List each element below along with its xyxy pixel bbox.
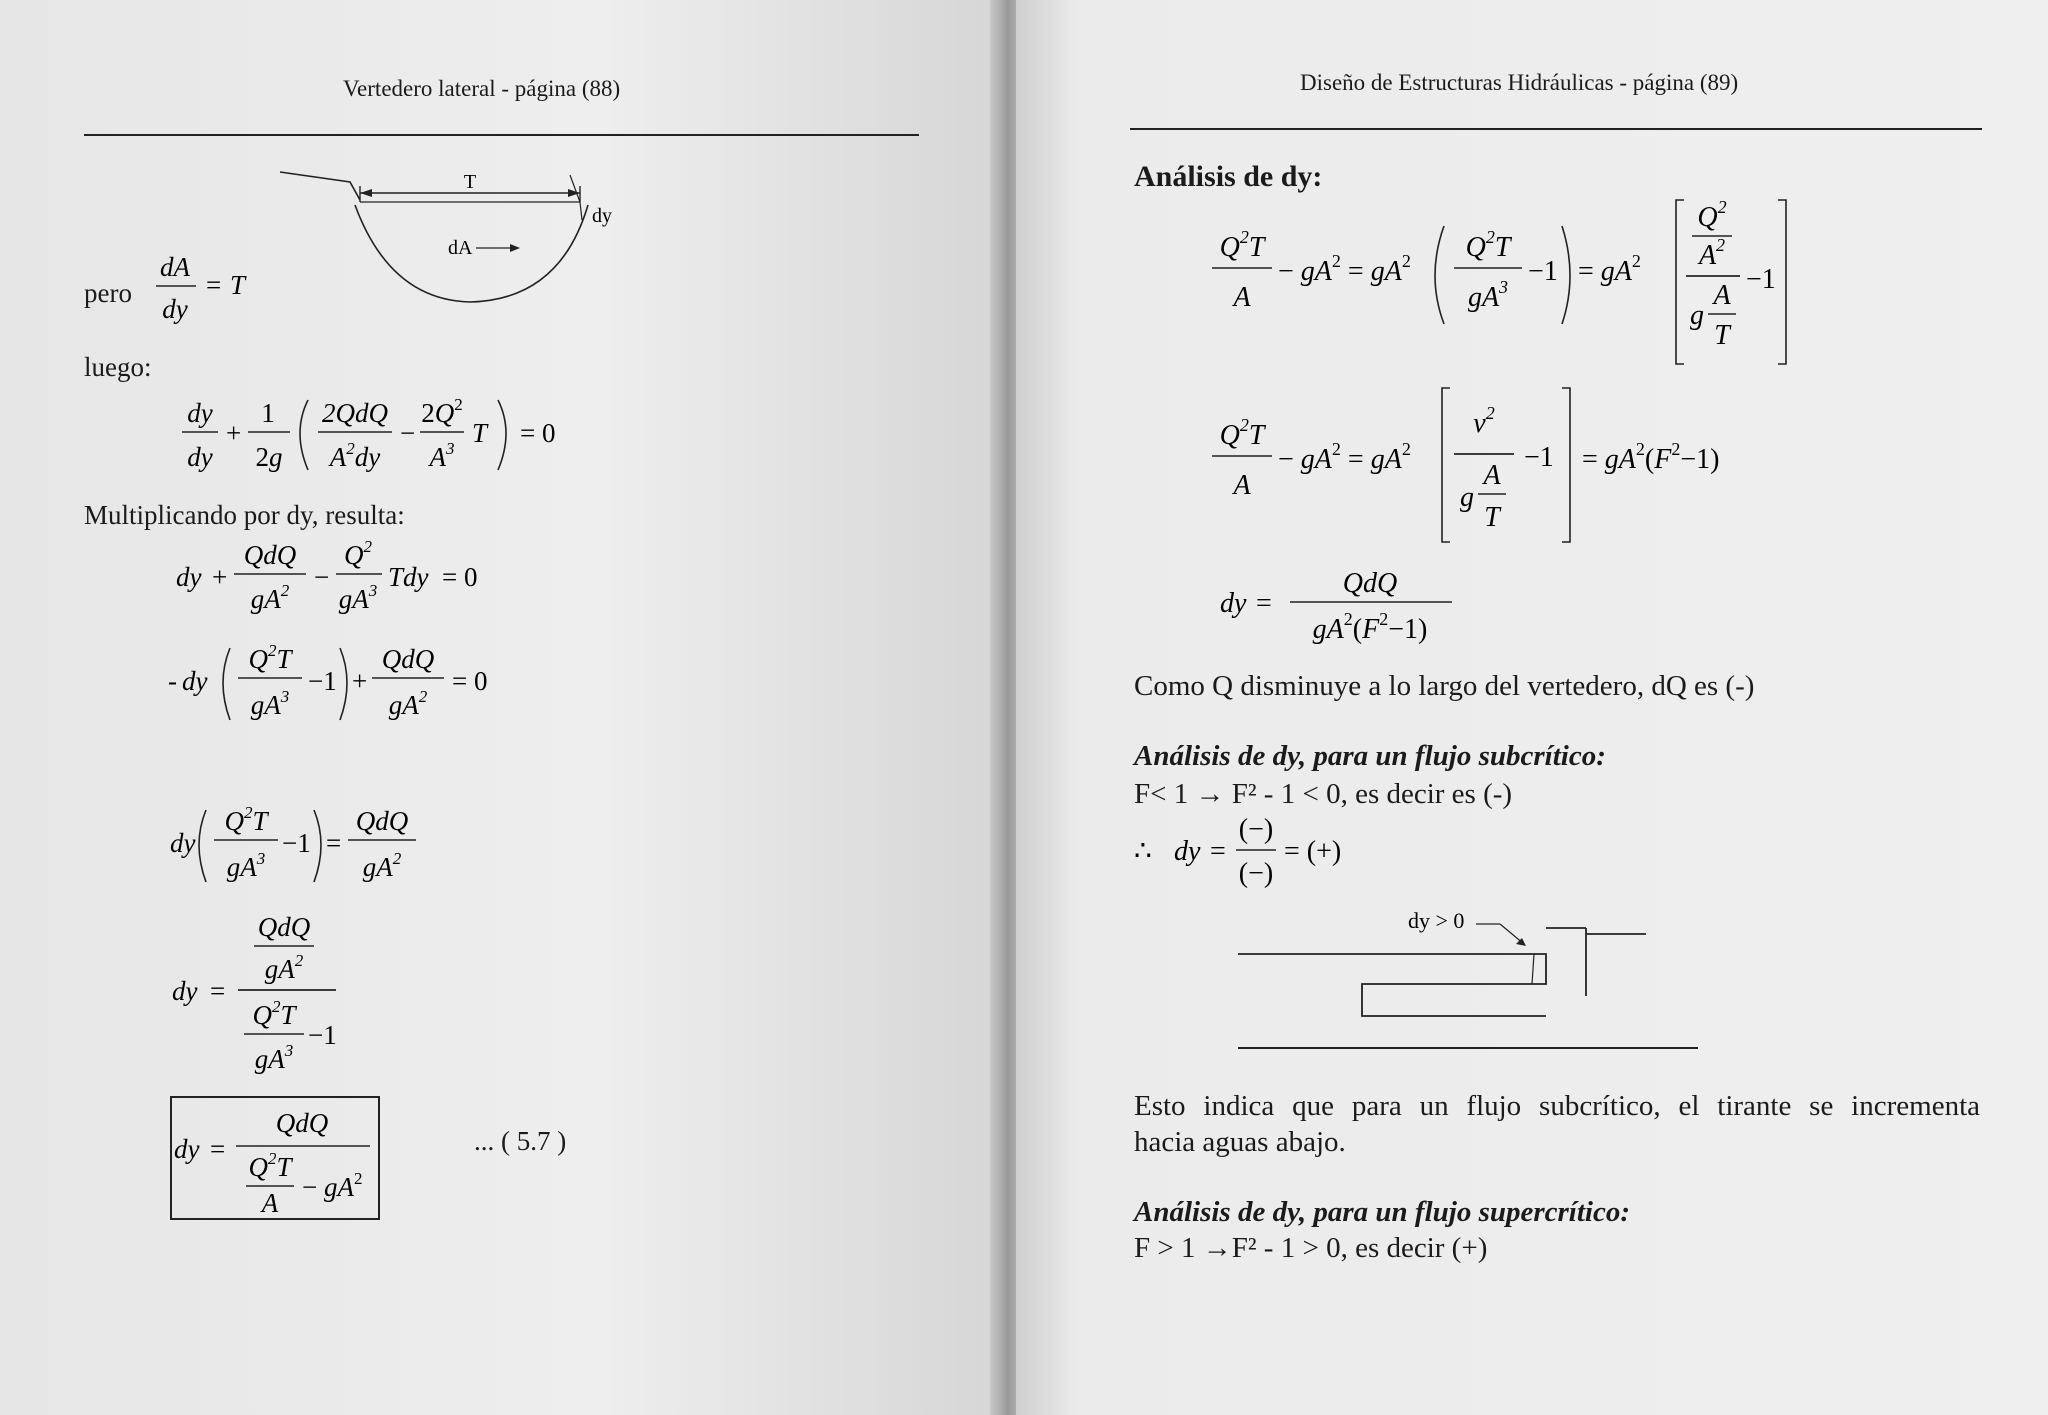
figure-label-T: T (463, 171, 477, 193)
left-page-header: Vertedero lateral - página (88) (343, 76, 621, 101)
svg-text:=: = (210, 1134, 226, 1164)
svg-text:−1: −1 (1746, 264, 1776, 295)
right-page (1016, 0, 2048, 1415)
equation-rearranged (170, 800, 470, 900)
equation-dA-dy (150, 248, 290, 338)
text-multiplicando: Multiplicando por dy, resulta: (84, 500, 405, 530)
svg-text:dy: dy (1220, 588, 1247, 619)
svg-text:gA3: $gA^3$ (338, 581, 378, 614)
text-como-q: Como Q disminuye a lo largo del vertedero, dQ es (-) (1134, 670, 1755, 702)
svg-text:dy: dy (172, 976, 198, 1006)
svg-text:Q2T: $Q^2T$ (1219, 227, 1265, 263)
right-header-rule (1130, 128, 1982, 130)
svg-text:+: + (352, 666, 368, 696)
svg-text:Q2T: $Q^2T$ (1219, 415, 1265, 451)
svg-text:gA3: $gA^3$ (1467, 277, 1509, 313)
svg-text:gA3: $gA^3$ (250, 687, 290, 720)
svg-text:2QdQ: 2QdQ (322, 398, 388, 428)
text-pero: pero (84, 278, 132, 308)
svg-text:dy: dy (182, 666, 208, 696)
svg-text:= gA2: = $gA^2$ (1578, 251, 1641, 287)
svg-text:=: = (1256, 588, 1272, 619)
svg-text:−1: −1 (282, 828, 311, 858)
svg-text:dy: dy (174, 1134, 200, 1164)
svg-text:Tdy: Tdy (388, 562, 429, 592)
svg-text:QdQ: QdQ (243, 540, 297, 570)
svg-text:−1: −1 (308, 666, 337, 696)
svg-text:∴: ∴ (1134, 836, 1152, 867)
svg-text:= 0: = 0 (520, 418, 556, 448)
svg-text:= 0: = 0 (452, 666, 488, 696)
svg-text:− gA2: − $gA^2$ (302, 1169, 363, 1202)
svg-text:gA3: $gA^3$ (226, 849, 266, 882)
svg-text:gA2: $gA^2$ (388, 687, 428, 720)
svg-text:−1: −1 (1524, 442, 1554, 473)
svg-text:Q2T: $Q^2T$ (224, 803, 268, 836)
svg-text:A: A (1713, 280, 1731, 311)
svg-text:dy: dy (187, 398, 213, 428)
svg-text:gA2: $gA^2$ (362, 849, 402, 882)
text-conclusion-line1: Esto indica que para un flujo subcrítico, el tirante se incrementa (1134, 1090, 1980, 1122)
text-supercritico-condition: F > 1 →F² - 1 > 0, es decir (+) (1134, 1232, 1488, 1264)
svg-text:A2: $A^2$ (1698, 235, 1726, 271)
svg-text:T: T (1714, 320, 1730, 351)
svg-text:= 0: = 0 (442, 562, 478, 592)
svg-text:Q2T: $Q^2T$ (252, 997, 296, 1030)
svg-text:dy: dy (170, 828, 196, 858)
section-title-analisis-dy: Análisis de dy: (1134, 160, 1323, 193)
svg-text:Q2T: $Q^2T$ (1465, 227, 1511, 263)
svg-text:A: A (1233, 282, 1251, 313)
equation-number-5-7: ... ( 5.7 ) (474, 1126, 567, 1156)
svg-text:T: T (230, 270, 246, 300)
svg-text:-: - (168, 666, 177, 696)
svg-text:gA3: $gA^3$ (254, 1041, 294, 1074)
svg-text:QdQ: QdQ (257, 912, 311, 942)
svg-text:QdQ: QdQ (355, 806, 409, 836)
svg-text:dA: dA (160, 252, 190, 282)
equation-dy-compound (172, 906, 432, 1076)
channel-section-figure (270, 160, 630, 320)
svg-text:+: + (226, 418, 242, 448)
svg-text:1: 1 (261, 398, 275, 428)
svg-text:2g: 2g (255, 442, 283, 472)
svg-text:=: = (326, 828, 342, 858)
text-luego: luego: (84, 352, 152, 382)
svg-text:−: − (314, 562, 330, 592)
svg-text:= gA2(F2−1): = $gA^2(F^2-1)$ (1582, 439, 1720, 475)
figure-label-dy: dy (592, 205, 612, 227)
svg-text:T: T (472, 418, 488, 448)
svg-text:Q2: $Q^2$ (1697, 197, 1727, 233)
svg-text:A: A (1483, 460, 1501, 491)
equation-analysis-1 (1212, 196, 1792, 376)
svg-text:dy: dy (187, 442, 213, 472)
svg-text:(−): (−) (1238, 814, 1274, 845)
equation-analysis-2 (1212, 382, 1812, 552)
svg-text:dy: dy (162, 294, 188, 324)
svg-text:gA2(F2−1): $gA^2(F^2-1)$ (1312, 609, 1428, 645)
svg-text:QdQ: QdQ (275, 1108, 329, 1138)
equation-dy-froude (1220, 560, 1520, 660)
svg-text:−1: −1 (1528, 256, 1558, 287)
svg-text:T: T (1484, 502, 1500, 533)
svg-text:Q2: $Q^2$ (344, 537, 372, 570)
svg-text:Q2T: $Q^2T$ (248, 641, 292, 674)
figure-label-dy-positive: dy > 0 (1408, 908, 1465, 933)
svg-text:(−): (−) (1238, 858, 1274, 889)
svg-text:= (+): = (+) (1284, 836, 1342, 867)
left-header-rule (84, 134, 919, 136)
svg-text:dy: dy (1174, 836, 1201, 867)
subcritical-profile-figure (1206, 906, 1726, 1066)
svg-text:− gA2 = gA2: − $gA^2 = gA^2$ (1278, 251, 1411, 287)
svg-text:−: − (400, 418, 416, 448)
equation-subcritical-sign (1134, 812, 1394, 892)
equation-multiplied (172, 536, 532, 626)
text-subcritico-condition: F< 1 → F² - 1 < 0, es decir es (-) (1134, 778, 1513, 810)
svg-text:− gA2 = gA2: − $gA^2 = gA^2$ (1278, 439, 1411, 475)
text-conclusion-line2: hacia aguas abajo. (1134, 1126, 1346, 1158)
svg-text:A2dy: $A^2dy$ (329, 439, 381, 472)
svg-text:QdQ: QdQ (1342, 568, 1398, 599)
left-page (0, 0, 1000, 1415)
subtitle-subcritico: Análisis de dy, para un flujo subcrítico: (1134, 740, 1606, 772)
svg-text:gA2: $gA^2$ (264, 951, 304, 984)
svg-text:=: = (210, 976, 226, 1006)
svg-text:A: A (261, 1188, 279, 1218)
svg-text:+: + (212, 562, 228, 592)
subtitle-supercritico: Análisis de dy, para un flujo supercrítico: (1134, 1196, 1631, 1228)
equation-5-7 (174, 1098, 394, 1218)
right-page-header: Diseño de Estructuras Hidráulicas - página (89) (1300, 70, 1739, 95)
svg-text:=: = (1210, 836, 1226, 867)
svg-text:Q2T: $Q^2T$ (248, 1149, 292, 1182)
svg-text:g: g (1690, 300, 1704, 331)
svg-text:gA2: $gA^2$ (250, 581, 290, 614)
svg-text:v2: $v^2$ (1473, 403, 1495, 439)
equation-energy-derivative (180, 392, 600, 492)
svg-text:A3: $A^3$ (429, 439, 455, 472)
svg-text:dy: dy (176, 562, 202, 592)
svg-text:2Q2: $2Q^2$ (421, 395, 463, 428)
svg-text:A: A (1233, 470, 1251, 501)
svg-text:=: = (206, 270, 222, 300)
svg-text:QdQ: QdQ (381, 644, 435, 674)
equation-factored (168, 638, 528, 738)
figure-label-dA: dA (448, 237, 473, 259)
svg-text:−1: −1 (308, 1020, 337, 1050)
svg-text:g: g (1460, 482, 1474, 513)
